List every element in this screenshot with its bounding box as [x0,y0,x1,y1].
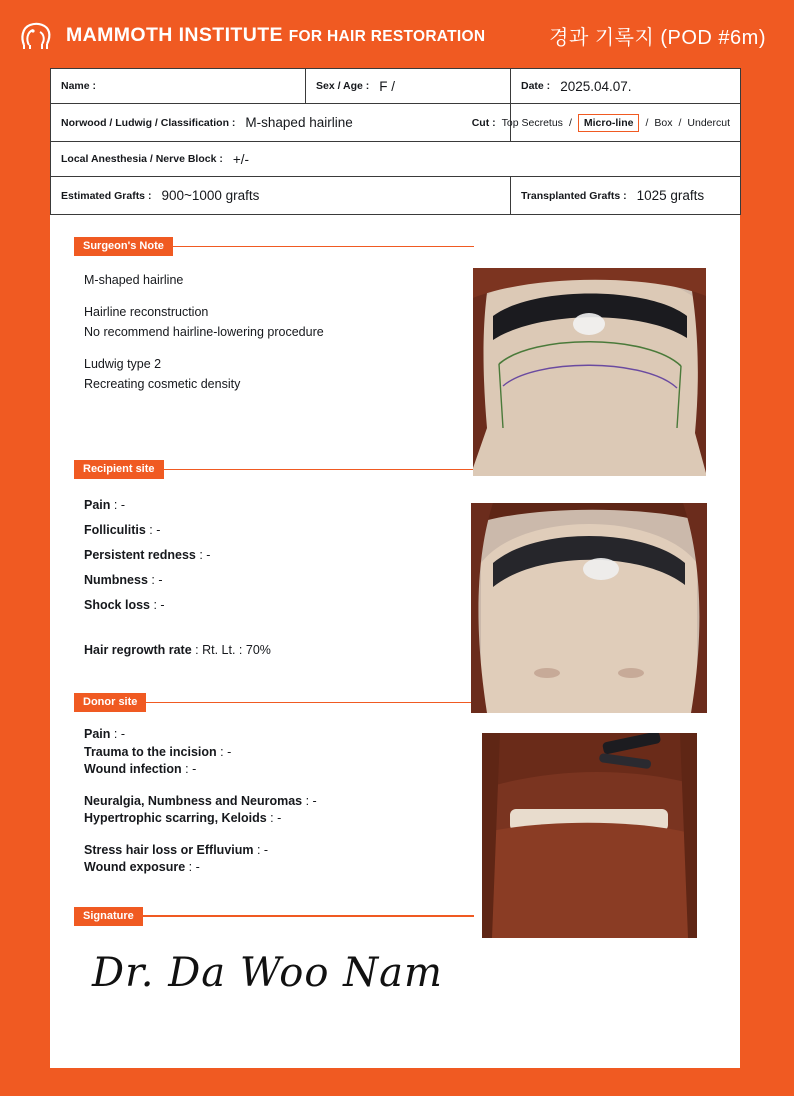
date-value[interactable]: 2025.04.07. [560,78,632,94]
cut-option-box[interactable]: Box [654,116,673,129]
list-item [74,793,474,811]
item-label: Numbness [84,573,148,587]
classification-value[interactable]: M-shaped hairline [245,115,353,130]
section-divider [146,702,474,704]
date-cell [511,69,741,104]
item-value: : - [199,548,211,562]
note-line: M-shaped hairline [84,273,184,287]
spacer [74,342,474,354]
record-sheet [50,68,740,1068]
donor-site-section [74,693,474,877]
table-row [51,104,741,142]
list-item [74,493,474,518]
recipient-site-header [74,460,474,479]
sex-age-label: Sex / Age : [316,80,370,92]
sex-age-value[interactable]: F / [379,78,396,94]
patient-info-table [50,68,741,215]
cut-option-top-secretus[interactable]: Top Secretus [501,116,563,129]
recipient-site-section [74,460,474,663]
item-label: Stress hair loss or Effluvium [84,842,254,857]
item-label: Shock loss [84,598,150,612]
item-value: : - [270,811,282,825]
signature-value[interactable]: Dr. Da Woo Nam [92,949,443,996]
signature-title: Signature [74,907,143,926]
item-label: Folliculitis [84,523,146,537]
note-line: No recommend hairline-lowering procedure [84,325,324,339]
photo-donor-site-occipital [482,733,697,938]
item-value: : - [113,727,125,741]
item-label: Pain [84,727,111,741]
estimated-grafts-cell [51,177,511,215]
mammoth-icon [18,18,58,52]
list-item [74,726,474,744]
classification-cell [51,104,511,142]
surgeons-note-title: Surgeon's Note [74,237,173,256]
name-label: Name : [61,80,97,92]
note-line: Hairline reconstruction [84,305,209,319]
recipient-site-title: Recipient site [74,460,164,479]
list-item [74,810,474,828]
section-divider [143,915,474,917]
hair-regrowth-rate [74,638,474,663]
cut-separator: / [645,116,649,129]
item-label: Neuralgia, Numbness and Neuromas [84,793,303,808]
section-divider [164,469,474,471]
list-item [74,518,474,543]
table-row [51,69,741,104]
brand-main: MAMMOTH INSTITUTE [66,23,283,46]
cut-option-micro-line[interactable]: Micro-line [578,114,640,132]
item-value: : - [256,842,269,857]
table-row [51,177,741,215]
table-row [51,142,741,177]
item-value: : - [220,744,232,759]
item-value: : - [149,523,161,537]
photo-frontal-hairline-regrowth [471,503,707,713]
brand-title [66,24,485,47]
transplanted-grafts-value[interactable]: 1025 grafts [636,188,705,203]
donor-site-header [74,693,474,712]
page-header [0,0,794,70]
estimated-grafts-label: Estimated Grafts : [61,189,152,202]
item-label: Wound infection [84,762,182,776]
list-item [74,543,474,568]
spacer [74,779,474,793]
surgeons-note-header [74,237,474,256]
item-label: Hypertrophic scarring, Keloids [84,811,267,825]
item-value: : - [188,860,200,874]
classification-label: Norwood / Ludwig / Classification : [61,116,236,129]
note-line: Recreating cosmetic density [84,377,241,391]
cut-separator: / [678,116,682,129]
item-value: : - [113,498,125,512]
photo-frontal-hairline-marked [473,268,706,476]
spacer [74,828,474,842]
anesthesia-cell [51,142,741,177]
date-label: Date : [521,80,551,92]
list-item [74,744,474,762]
signature-header [74,907,474,926]
list-item [74,859,474,877]
spacer [74,290,474,302]
estimated-grafts-value[interactable]: 900~1000 grafts [161,188,260,203]
item-value: : - [153,598,165,612]
list-item [74,593,474,618]
list-item [74,761,474,779]
spacer [74,618,474,638]
transplanted-grafts-cell [511,177,741,215]
donor-site-title: Donor site [74,693,146,712]
document-title: 경과 기록지 (POD #6m) [549,26,766,49]
brand-sub: FOR HAIR RESTORATION [288,27,486,45]
item-value: : Rt. Lt. : 70% [195,643,271,657]
list-item [74,568,474,593]
list-item [74,842,474,860]
section-divider [173,246,474,248]
item-label: Persistent redness [84,548,196,562]
cut-separator: / [568,116,572,129]
transplanted-grafts-label: Transplanted Grafts : [521,189,627,202]
item-label: Wound exposure [84,860,186,874]
item-label: Pain [84,498,111,512]
item-value: : - [305,793,317,808]
sex-age-cell [306,69,511,104]
surgeons-note-section [74,237,474,394]
name-cell [51,69,306,104]
item-value: : - [151,573,163,587]
anesthesia-label: Local Anesthesia / Nerve Block : [61,153,223,165]
anesthesia-value[interactable]: +/- [232,151,249,167]
cut-option-undercut[interactable]: Undercut [687,116,730,129]
cut-label: Cut : [471,116,496,129]
note-line: Ludwig type 2 [84,357,162,371]
cut-cell [471,104,741,142]
item-label: Trauma to the incision [84,744,217,759]
item-value: : - [185,762,197,776]
signature-section [74,907,474,996]
item-label: Hair regrowth rate [84,643,192,657]
